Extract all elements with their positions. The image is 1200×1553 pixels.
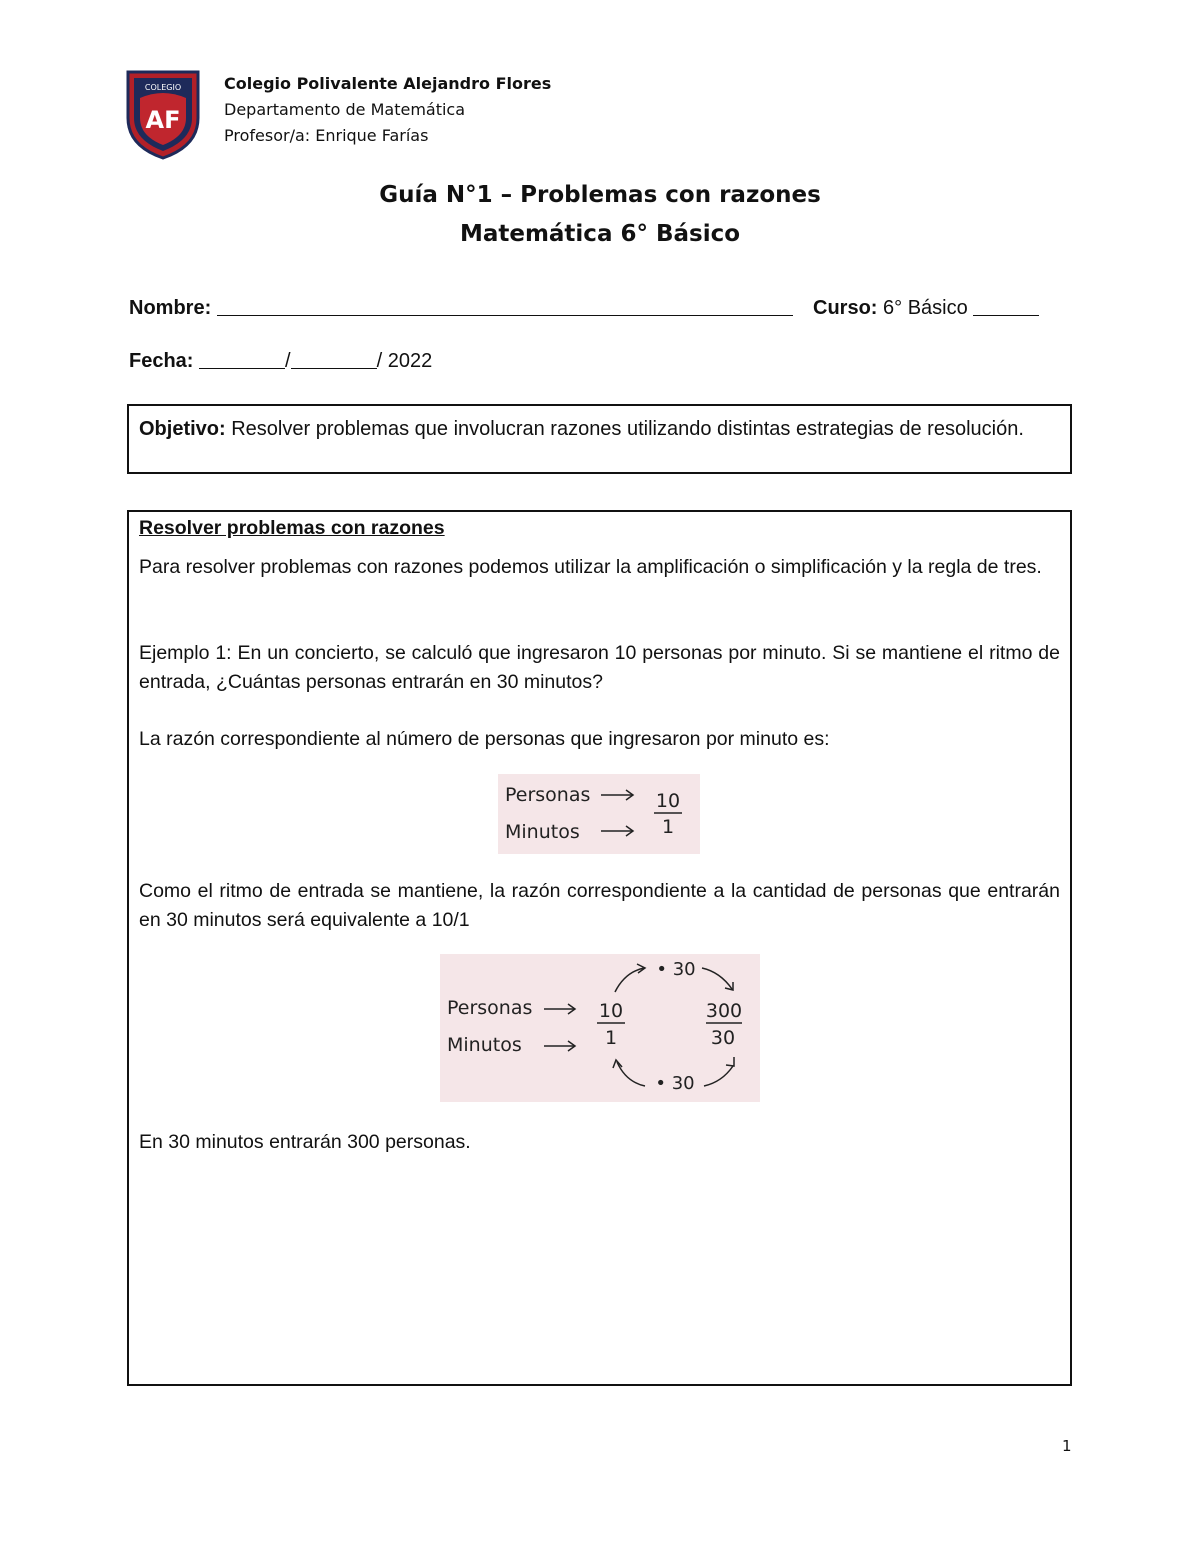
ratio-figure bbox=[498, 774, 700, 854]
guide-title: Guía N°1 – Problemas con razones bbox=[379, 182, 821, 208]
objective-text bbox=[139, 416, 1060, 443]
lesson-intro: Para resolver problemas con razones podemos utilizar la amplificación o simplificación y la regla de tres. bbox=[139, 556, 1042, 578]
fecha-label: Fecha: bbox=[129, 350, 194, 372]
nombre-blank[interactable] bbox=[217, 297, 793, 316]
ratio-sentence: La razón correspondiente al número de personas que ingresaron por minuto es: bbox=[139, 728, 830, 750]
bottom-factor: • 30 bbox=[655, 1073, 695, 1094]
curved-arrow-icon bbox=[613, 964, 734, 1086]
figure1-row2-label: Minutos bbox=[505, 821, 580, 843]
department: Departamento de Matemática bbox=[224, 100, 466, 119]
figure2-row2-label: Minutos bbox=[447, 1034, 522, 1056]
arrow-icon bbox=[601, 790, 633, 836]
guide-subtitle: Matemática 6° Básico bbox=[459, 221, 741, 247]
arrow-icon bbox=[544, 1004, 575, 1051]
objective-description: Resolver problemas que involucran razones utilizando distintas estrategias de resolución. bbox=[225, 418, 1024, 440]
school-logo bbox=[126, 68, 200, 160]
curso-label: Curso: bbox=[813, 297, 878, 319]
curso-value: 6° Básico bbox=[883, 297, 968, 319]
figure1-denominator: 1 bbox=[661, 816, 675, 838]
figure2-result-numerator: 300 bbox=[705, 1000, 743, 1022]
figure1-row1-label: Personas bbox=[505, 784, 591, 806]
lesson-box bbox=[127, 510, 1072, 1386]
nombre-label: Nombre: bbox=[129, 297, 212, 319]
svg-text:AF: AF bbox=[145, 106, 181, 134]
figure2-numerator: 10 bbox=[598, 1000, 624, 1022]
curso-field bbox=[813, 296, 1039, 320]
teacher-name: Profesor/a: Enrique Farías bbox=[224, 126, 429, 145]
curso-blank[interactable] bbox=[973, 297, 1039, 316]
top-factor: • 30 bbox=[656, 959, 696, 980]
equivalence-sentence: Como el ritmo de entrada se mantiene, la razón correspondiente a la cantidad de personas que entrarán en 30 minutos será equivalente a 10/1 bbox=[139, 880, 1060, 931]
fecha-day-blank[interactable] bbox=[199, 350, 285, 369]
equivalent-ratio-figure bbox=[440, 954, 760, 1102]
fecha-year: / 2022 bbox=[376, 350, 433, 372]
figure1-numerator: 10 bbox=[655, 790, 681, 812]
fecha-field bbox=[129, 349, 432, 373]
fecha-month-blank[interactable] bbox=[291, 350, 377, 369]
page-number: 1 bbox=[1062, 1437, 1072, 1455]
school-name: Colegio Polivalente Alejandro Flores bbox=[224, 74, 552, 93]
conclusion: En 30 minutos entrarán 300 personas. bbox=[139, 1131, 471, 1153]
lesson-title: Resolver problemas con razones bbox=[139, 517, 445, 539]
figure2-result-denominator: 30 bbox=[710, 1027, 736, 1049]
objective-label: Objetivo: bbox=[139, 418, 226, 440]
fecha-separator: / bbox=[285, 350, 291, 372]
objective-box bbox=[127, 404, 1072, 474]
svg-text:COLEGIO: COLEGIO bbox=[144, 83, 182, 92]
example-1: Ejemplo 1: En un concierto, se calculó que ingresaron 10 personas por minuto. Si se mantiene el ritmo de entrada, ¿Cuántas personas entrarán en 30 minutos? bbox=[139, 642, 1060, 693]
figure2-row1-label: Personas bbox=[447, 997, 533, 1019]
nombre-field bbox=[129, 296, 793, 320]
figure2-denominator: 1 bbox=[604, 1027, 618, 1049]
